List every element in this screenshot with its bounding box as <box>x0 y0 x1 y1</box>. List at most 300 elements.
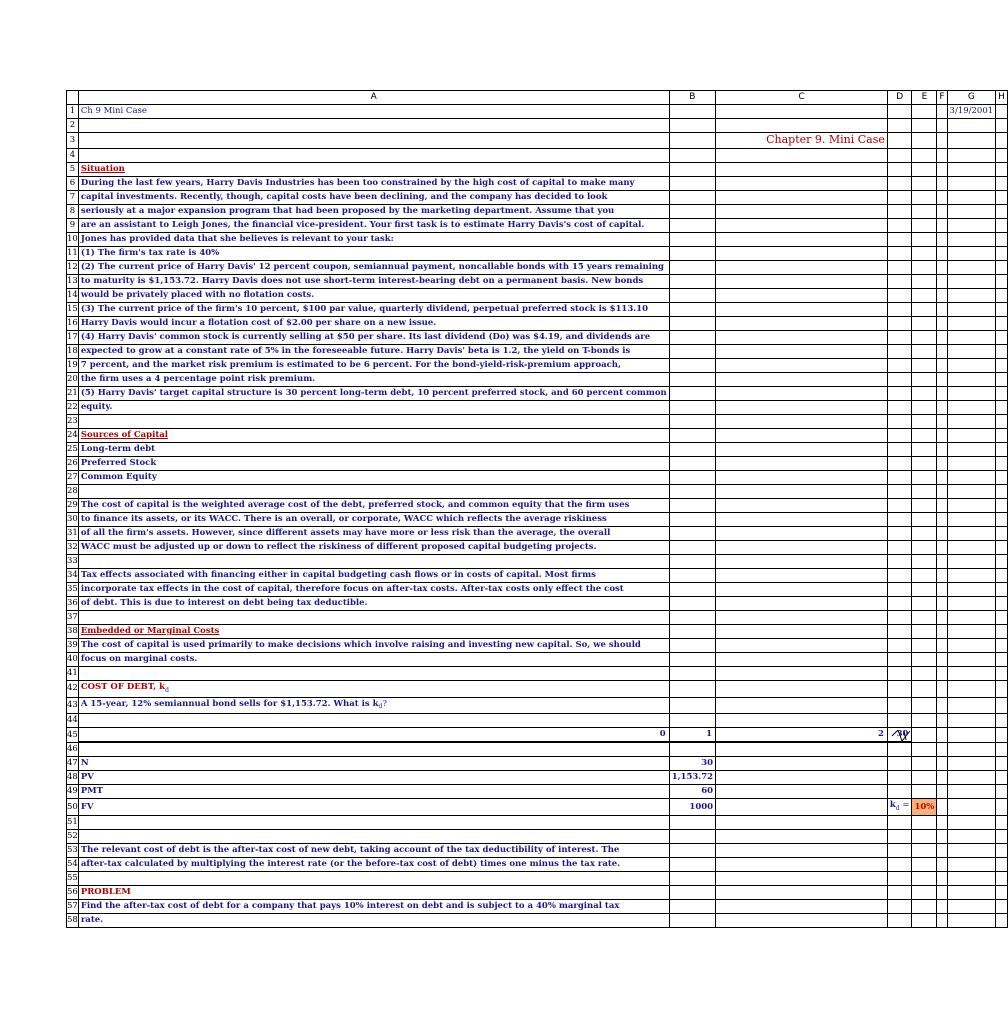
cell-b40[interactable] <box>669 653 715 667</box>
cell-b53[interactable] <box>669 844 715 858</box>
cell-d58[interactable] <box>887 914 912 928</box>
cell-c1[interactable] <box>716 105 888 119</box>
cell-a21[interactable] <box>78 387 669 401</box>
cell-h58[interactable] <box>996 914 1008 928</box>
cell-a34[interactable] <box>78 569 669 583</box>
cell-f48[interactable] <box>937 771 947 785</box>
cell-f54[interactable] <box>937 858 947 872</box>
cell-h14[interactable] <box>996 289 1008 303</box>
row-header-48[interactable]: 48 <box>67 771 79 785</box>
cell-e13[interactable] <box>912 275 937 289</box>
cell-d19[interactable] <box>887 359 912 373</box>
cell-g39[interactable] <box>947 639 996 653</box>
cell-g33[interactable] <box>947 555 996 569</box>
cell-a19[interactable] <box>78 359 669 373</box>
cell-d48[interactable] <box>887 771 912 785</box>
cell-d6[interactable] <box>887 177 912 191</box>
cell-h30[interactable] <box>996 513 1008 527</box>
cell-f53[interactable] <box>937 844 947 858</box>
cell-b25[interactable] <box>669 443 715 457</box>
cell-a52[interactable] <box>78 830 669 844</box>
cell-e49[interactable] <box>912 785 937 799</box>
cell-c16[interactable] <box>716 317 888 331</box>
cell-c56[interactable] <box>716 886 888 900</box>
cell-c14[interactable] <box>716 289 888 303</box>
cell-b37[interactable] <box>669 611 715 625</box>
cell-b13[interactable] <box>669 275 715 289</box>
cell-g17[interactable] <box>947 331 996 345</box>
cell-b20[interactable] <box>669 373 715 387</box>
cell-a14[interactable] <box>78 289 669 303</box>
cell-a20[interactable] <box>78 373 669 387</box>
cell-h1[interactable] <box>996 105 1008 119</box>
cell-e34[interactable] <box>912 569 937 583</box>
cell-a55[interactable] <box>78 872 669 886</box>
cell-d34[interactable] <box>887 569 912 583</box>
row-header-7[interactable]: 7 <box>67 191 79 205</box>
cell-d38[interactable] <box>887 625 912 639</box>
cell-g53[interactable] <box>947 844 996 858</box>
cell-c27[interactable] <box>716 471 888 485</box>
cell-d37[interactable] <box>887 611 912 625</box>
cell-e27[interactable] <box>912 471 937 485</box>
cell-f35[interactable] <box>937 583 947 597</box>
cell-a2[interactable] <box>78 119 669 133</box>
cell-e51[interactable] <box>912 816 937 830</box>
column-header-g[interactable]: G <box>947 91 996 105</box>
cell-h9[interactable] <box>996 219 1008 233</box>
cell-a13[interactable] <box>78 275 669 289</box>
cell-e5[interactable] <box>912 163 937 177</box>
cell-f57[interactable] <box>937 900 947 914</box>
cell-b55[interactable] <box>669 872 715 886</box>
row-header-57[interactable]: 57 <box>67 900 79 914</box>
cell-h39[interactable] <box>996 639 1008 653</box>
cell-c39[interactable] <box>716 639 888 653</box>
cell-g13[interactable] <box>947 275 996 289</box>
row-header-49[interactable]: 49 <box>67 785 79 799</box>
cell-b3[interactable] <box>669 133 715 149</box>
cell-a12[interactable] <box>78 261 669 275</box>
cell-e2[interactable] <box>912 119 937 133</box>
cell-b39[interactable] <box>669 639 715 653</box>
cell-d40[interactable] <box>887 653 912 667</box>
cell-d51[interactable] <box>887 816 912 830</box>
cell-g27[interactable] <box>947 471 996 485</box>
cell-a26[interactable] <box>78 457 669 471</box>
cell-f46[interactable] <box>937 742 947 757</box>
cell-a4[interactable] <box>78 149 669 163</box>
cell-a51[interactable] <box>78 816 669 830</box>
cell-h5[interactable] <box>996 163 1008 177</box>
cell-a41[interactable] <box>78 667 669 681</box>
row-header-24[interactable]: 24 <box>67 429 79 443</box>
row-header-25[interactable]: 25 <box>67 443 79 457</box>
cell-b44[interactable] <box>669 714 715 728</box>
cell-h18[interactable] <box>996 345 1008 359</box>
cell-a54[interactable] <box>78 858 669 872</box>
cell-h16[interactable] <box>996 317 1008 331</box>
cell-e14[interactable] <box>912 289 937 303</box>
cell-f27[interactable] <box>937 471 947 485</box>
cell-f2[interactable] <box>937 119 947 133</box>
cell-a39[interactable] <box>78 639 669 653</box>
cell-g46[interactable] <box>947 742 996 757</box>
cell-f52[interactable] <box>937 830 947 844</box>
cell-h52[interactable] <box>996 830 1008 844</box>
cell-a36[interactable] <box>78 597 669 611</box>
cell-f51[interactable] <box>937 816 947 830</box>
cell-h27[interactable] <box>996 471 1008 485</box>
cell-e19[interactable] <box>912 359 937 373</box>
cell-a27[interactable] <box>78 471 669 485</box>
cell-b21[interactable] <box>669 387 715 401</box>
cell-d57[interactable] <box>887 900 912 914</box>
cell-b2[interactable] <box>669 119 715 133</box>
cell-f28[interactable] <box>937 485 947 499</box>
cell-f25[interactable] <box>937 443 947 457</box>
cell-f49[interactable] <box>937 785 947 799</box>
cell-d3[interactable] <box>887 133 912 149</box>
cell-d52[interactable] <box>887 830 912 844</box>
row-header-37[interactable]: 37 <box>67 611 79 625</box>
cell-a5[interactable] <box>78 163 669 177</box>
cell-d46[interactable] <box>887 742 912 757</box>
cell-d33[interactable] <box>887 555 912 569</box>
cell-a9[interactable] <box>78 219 669 233</box>
cell-h15[interactable] <box>996 303 1008 317</box>
cell-f31[interactable] <box>937 527 947 541</box>
cell-h6[interactable] <box>996 177 1008 191</box>
cell-g44[interactable] <box>947 714 996 728</box>
cell-c18[interactable] <box>716 345 888 359</box>
cell-c54[interactable] <box>716 858 888 872</box>
cell-e37[interactable] <box>912 611 937 625</box>
cell-c22[interactable] <box>716 401 888 415</box>
cell-g10[interactable] <box>947 233 996 247</box>
cell-a42[interactable] <box>78 681 669 698</box>
cell-c2[interactable] <box>716 119 888 133</box>
cell-e57[interactable] <box>912 900 937 914</box>
column-header-f[interactable]: F <box>937 91 947 105</box>
cell-f18[interactable] <box>937 345 947 359</box>
cell-a6[interactable] <box>78 177 669 191</box>
cell-a47[interactable] <box>78 757 669 771</box>
cell-a56[interactable] <box>78 886 669 900</box>
cell-e16[interactable] <box>912 317 937 331</box>
cell-e22[interactable] <box>912 401 937 415</box>
cell-c12[interactable] <box>716 261 888 275</box>
cell-g58[interactable] <box>947 914 996 928</box>
cell-a46[interactable] <box>78 742 669 757</box>
cell-c35[interactable] <box>716 583 888 597</box>
cell-c42[interactable] <box>716 681 888 698</box>
cell-e47[interactable] <box>912 757 937 771</box>
cell-f5[interactable] <box>937 163 947 177</box>
cell-b26[interactable] <box>669 457 715 471</box>
cell-h31[interactable] <box>996 527 1008 541</box>
cell-h20[interactable] <box>996 373 1008 387</box>
cell-a11[interactable] <box>78 247 669 261</box>
cell-f32[interactable] <box>937 541 947 555</box>
cell-h43[interactable] <box>996 697 1008 714</box>
cell-g11[interactable] <box>947 247 996 261</box>
cell-f17[interactable] <box>937 331 947 345</box>
cell-g20[interactable] <box>947 373 996 387</box>
cell-d16[interactable] <box>887 317 912 331</box>
cell-c48[interactable] <box>716 771 888 785</box>
cell-h24[interactable] <box>996 429 1008 443</box>
cell-g9[interactable] <box>947 219 996 233</box>
cell-d44[interactable] <box>887 714 912 728</box>
cell-b50[interactable] <box>669 799 715 816</box>
row-header-11[interactable]: 11 <box>67 247 79 261</box>
cell-h17[interactable] <box>996 331 1008 345</box>
column-header-h[interactable]: H <box>996 91 1008 105</box>
cell-f3[interactable] <box>937 133 947 149</box>
row-header-1[interactable]: 1 <box>67 105 79 119</box>
cell-e39[interactable] <box>912 639 937 653</box>
cell-e20[interactable] <box>912 373 937 387</box>
cell-f41[interactable] <box>937 667 947 681</box>
cell-e25[interactable] <box>912 443 937 457</box>
column-header-d[interactable]: D <box>887 91 912 105</box>
cell-d10[interactable] <box>887 233 912 247</box>
cell-a18[interactable] <box>78 345 669 359</box>
cell-d47[interactable] <box>887 757 912 771</box>
cell-g32[interactable] <box>947 541 996 555</box>
row-header-3[interactable]: 3 <box>67 133 79 149</box>
cell-b27[interactable] <box>669 471 715 485</box>
cell-e29[interactable] <box>912 499 937 513</box>
cell-e58[interactable] <box>912 914 937 928</box>
row-header-33[interactable]: 33 <box>67 555 79 569</box>
cell-f14[interactable] <box>937 289 947 303</box>
cell-b54[interactable] <box>669 858 715 872</box>
cell-f37[interactable] <box>937 611 947 625</box>
cell-g55[interactable] <box>947 872 996 886</box>
cell-h11[interactable] <box>996 247 1008 261</box>
row-header-58[interactable]: 58 <box>67 914 79 928</box>
cell-b15[interactable] <box>669 303 715 317</box>
cell-g16[interactable] <box>947 317 996 331</box>
cell-h19[interactable] <box>996 359 1008 373</box>
cell-b49[interactable] <box>669 785 715 799</box>
cell-d28[interactable] <box>887 485 912 499</box>
row-header-54[interactable]: 54 <box>67 858 79 872</box>
row-header-30[interactable]: 30 <box>67 513 79 527</box>
cell-d26[interactable] <box>887 457 912 471</box>
row-header-52[interactable]: 52 <box>67 830 79 844</box>
row-header-51[interactable]: 51 <box>67 816 79 830</box>
cell-c10[interactable] <box>716 233 888 247</box>
cell-h10[interactable] <box>996 233 1008 247</box>
cell-h41[interactable] <box>996 667 1008 681</box>
cell-e44[interactable] <box>912 714 937 728</box>
cell-g37[interactable] <box>947 611 996 625</box>
cell-c6[interactable] <box>716 177 888 191</box>
cell-e54[interactable] <box>912 858 937 872</box>
cell-e41[interactable] <box>912 667 937 681</box>
cell-f23[interactable] <box>937 415 947 429</box>
cell-e8[interactable] <box>912 205 937 219</box>
cell-d49[interactable] <box>887 785 912 799</box>
cell-g45[interactable] <box>947 728 996 743</box>
row-header-41[interactable]: 41 <box>67 667 79 681</box>
cell-b58[interactable] <box>669 914 715 928</box>
cell-d22[interactable] <box>887 401 912 415</box>
cell-g4[interactable] <box>947 149 996 163</box>
row-header-19[interactable]: 19 <box>67 359 79 373</box>
cell-b52[interactable] <box>669 830 715 844</box>
cell-c37[interactable] <box>716 611 888 625</box>
column-header-a[interactable]: A <box>78 91 669 105</box>
cell-e3[interactable] <box>912 133 937 149</box>
cell-h51[interactable] <box>996 816 1008 830</box>
cell-e30[interactable] <box>912 513 937 527</box>
cell-a31[interactable] <box>78 527 669 541</box>
cell-b29[interactable] <box>669 499 715 513</box>
cell-c53[interactable] <box>716 844 888 858</box>
cell-c15[interactable] <box>716 303 888 317</box>
cell-f19[interactable] <box>937 359 947 373</box>
cell-b4[interactable] <box>669 149 715 163</box>
row-header-9[interactable]: 9 <box>67 219 79 233</box>
cell-c32[interactable] <box>716 541 888 555</box>
cell-b18[interactable] <box>669 345 715 359</box>
row-header-56[interactable]: 56 <box>67 886 79 900</box>
cell-f8[interactable] <box>937 205 947 219</box>
row-header-20[interactable]: 20 <box>67 373 79 387</box>
row-header-22[interactable]: 22 <box>67 401 79 415</box>
cell-g40[interactable] <box>947 653 996 667</box>
cell-h56[interactable] <box>996 886 1008 900</box>
cell-a8[interactable] <box>78 205 669 219</box>
cell-b16[interactable] <box>669 317 715 331</box>
row-header-39[interactable]: 39 <box>67 639 79 653</box>
cell-c5[interactable] <box>716 163 888 177</box>
cell-e35[interactable] <box>912 583 937 597</box>
row-header-27[interactable]: 27 <box>67 471 79 485</box>
row-header-42[interactable]: 42 <box>67 681 79 698</box>
cell-a38[interactable] <box>78 625 669 639</box>
cell-d31[interactable] <box>887 527 912 541</box>
cell-c20[interactable] <box>716 373 888 387</box>
cell-h46[interactable] <box>996 742 1008 757</box>
cell-c30[interactable] <box>716 513 888 527</box>
cell-d30[interactable] <box>887 513 912 527</box>
row-header-53[interactable]: 53 <box>67 844 79 858</box>
cell-c4[interactable] <box>716 149 888 163</box>
cell-b6[interactable] <box>669 177 715 191</box>
cell-d45[interactable] <box>887 728 912 743</box>
cell-h54[interactable] <box>996 858 1008 872</box>
row-header-16[interactable]: 16 <box>67 317 79 331</box>
cell-f26[interactable] <box>937 457 947 471</box>
cell-g36[interactable] <box>947 597 996 611</box>
cell-d18[interactable] <box>887 345 912 359</box>
row-header-50[interactable]: 50 <box>67 799 79 816</box>
cell-e50[interactable] <box>912 799 937 816</box>
cell-f6[interactable] <box>937 177 947 191</box>
cell-e12[interactable] <box>912 261 937 275</box>
cell-h37[interactable] <box>996 611 1008 625</box>
row-header-12[interactable]: 12 <box>67 261 79 275</box>
cell-a29[interactable] <box>78 499 669 513</box>
cell-c13[interactable] <box>716 275 888 289</box>
cell-h48[interactable] <box>996 771 1008 785</box>
cell-g26[interactable] <box>947 457 996 471</box>
cell-b38[interactable] <box>669 625 715 639</box>
cell-b45[interactable] <box>669 728 715 743</box>
cell-e10[interactable] <box>912 233 937 247</box>
row-header-23[interactable]: 23 <box>67 415 79 429</box>
cell-c45[interactable] <box>716 728 888 743</box>
cell-g54[interactable] <box>947 858 996 872</box>
cell-c26[interactable] <box>716 457 888 471</box>
cell-e38[interactable] <box>912 625 937 639</box>
cell-d55[interactable] <box>887 872 912 886</box>
row-header-29[interactable]: 29 <box>67 499 79 513</box>
cell-d29[interactable] <box>887 499 912 513</box>
cell-b30[interactable] <box>669 513 715 527</box>
cell-d11[interactable] <box>887 247 912 261</box>
cell-c55[interactable] <box>716 872 888 886</box>
cell-g48[interactable] <box>947 771 996 785</box>
cell-e7[interactable] <box>912 191 937 205</box>
cell-f43[interactable] <box>937 697 947 714</box>
cell-a3[interactable] <box>78 133 669 149</box>
cell-a1[interactable] <box>78 105 669 119</box>
cell-h49[interactable] <box>996 785 1008 799</box>
cell-e55[interactable] <box>912 872 937 886</box>
cell-g49[interactable] <box>947 785 996 799</box>
cell-e26[interactable] <box>912 457 937 471</box>
cell-b33[interactable] <box>669 555 715 569</box>
column-header-b[interactable]: B <box>669 91 715 105</box>
cell-a25[interactable] <box>78 443 669 457</box>
cell-b8[interactable] <box>669 205 715 219</box>
cell-d21[interactable] <box>887 387 912 401</box>
row-header-26[interactable]: 26 <box>67 457 79 471</box>
cell-e52[interactable] <box>912 830 937 844</box>
cell-c34[interactable] <box>716 569 888 583</box>
cell-b43[interactable] <box>669 697 715 714</box>
cell-c58[interactable] <box>716 914 888 928</box>
cell-b56[interactable] <box>669 886 715 900</box>
cell-d15[interactable] <box>887 303 912 317</box>
cell-d36[interactable] <box>887 597 912 611</box>
cell-d42[interactable] <box>887 681 912 698</box>
cell-g24[interactable] <box>947 429 996 443</box>
cell-b46[interactable] <box>669 742 715 757</box>
cell-h26[interactable] <box>996 457 1008 471</box>
cell-c31[interactable] <box>716 527 888 541</box>
cell-h21[interactable] <box>996 387 1008 401</box>
cell-h12[interactable] <box>996 261 1008 275</box>
cell-d32[interactable] <box>887 541 912 555</box>
cell-e21[interactable] <box>912 387 937 401</box>
cell-g42[interactable] <box>947 681 996 698</box>
cell-d8[interactable] <box>887 205 912 219</box>
cell-h35[interactable] <box>996 583 1008 597</box>
cell-h36[interactable] <box>996 597 1008 611</box>
cell-h42[interactable] <box>996 681 1008 698</box>
cell-a57[interactable] <box>78 900 669 914</box>
cell-g6[interactable] <box>947 177 996 191</box>
cell-f56[interactable] <box>937 886 947 900</box>
cell-c40[interactable] <box>716 653 888 667</box>
